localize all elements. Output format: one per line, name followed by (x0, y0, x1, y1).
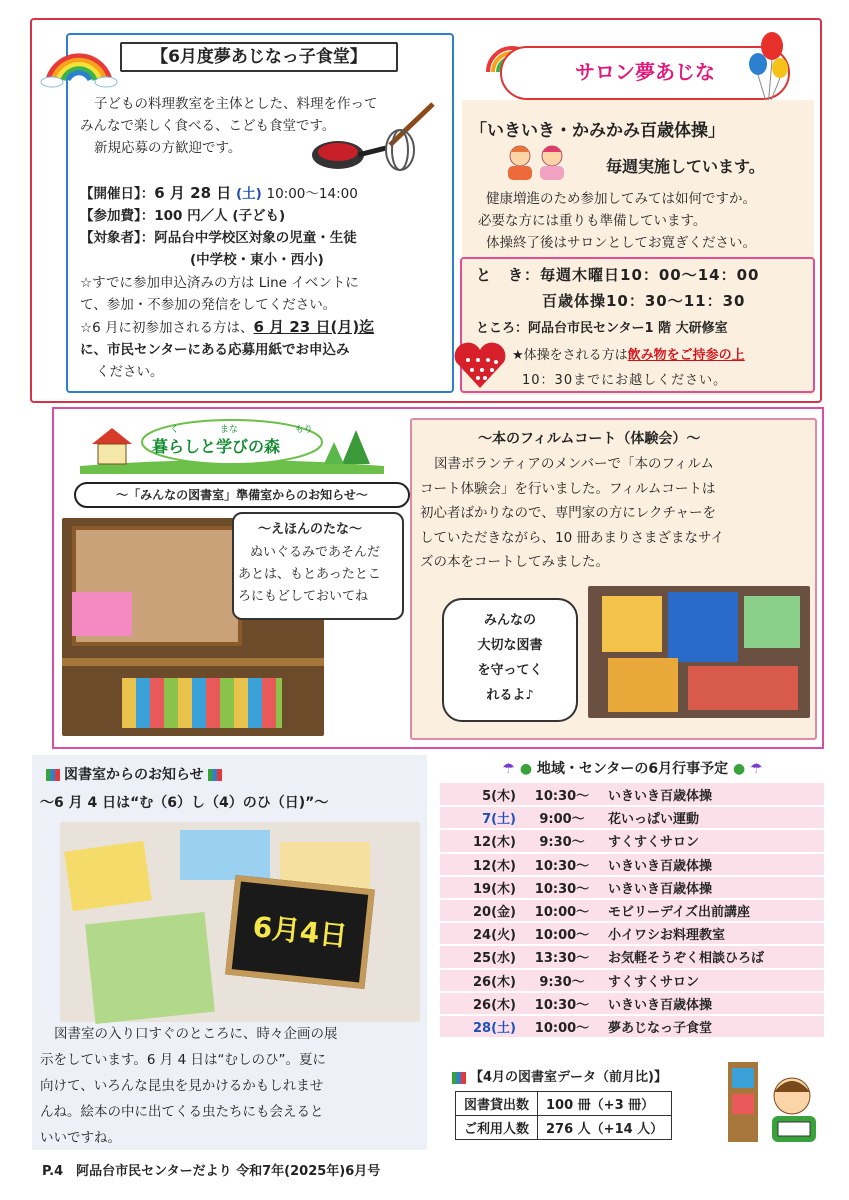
salon-time: と き：毎週木曜日10：00～14：00 (476, 266, 760, 284)
salon-exercise-time: 百歳体操10：30～11：30 (542, 292, 746, 310)
salon-header: サロン夢あじな (500, 46, 790, 100)
bubble-line: れるよ♪ (486, 688, 534, 703)
bubble-line: を守ってく (477, 663, 543, 678)
note2-c: に、市民センターにある応募用紙でお申込み (80, 342, 350, 358)
child-reading-illustration (726, 1058, 830, 1148)
table-row (440, 829, 824, 852)
books-row (122, 678, 282, 728)
note2-d: ください。 (96, 364, 164, 380)
intro-line: 子どもの料理教室を主体とした、料理を作って (94, 96, 378, 112)
salon-notice (512, 344, 745, 363)
film-line: コート体験会」を行いました。フィルムコートは (420, 480, 716, 497)
salon-place: ところ：阿品台市民センター1 階 大研修室 (476, 321, 728, 336)
heart-icon (452, 340, 508, 390)
book-cover (85, 912, 215, 1024)
data-value: 276 人（+14 人） (538, 1116, 672, 1140)
date-label: 【開催日】： (80, 186, 155, 202)
schedule-date: 26(木) (440, 969, 522, 992)
schedule-title: 地域・センターの6月行事予定 (536, 761, 729, 777)
book-cover (688, 666, 798, 710)
forest-title: 暮らしと学びの森 (152, 437, 281, 456)
note2-deadline: 6 月 23 日(月)迄 (253, 318, 375, 336)
schedule-time: 10:30～ (522, 783, 602, 806)
note2-a: ☆6 月に初参加される方は、 (80, 320, 254, 336)
frog-icon: ● (519, 761, 533, 777)
film-bubble-text (442, 608, 578, 708)
schedule-date: 7(土) (440, 806, 522, 829)
library-notice-body (40, 1021, 420, 1151)
notice-line: 示をしています。6 月 4 日は“むしのひ”。夏に (40, 1052, 326, 1068)
fee-value: 100 円／人 (子ども) (154, 208, 286, 224)
book-cover (744, 596, 800, 648)
table-row (456, 1116, 672, 1140)
schedule-date: 28(土) (440, 1015, 522, 1038)
salon-body-line: 健康増進のため参加してみては如何ですか。 (486, 191, 756, 207)
umbrella-icon: ☂ (502, 761, 515, 777)
notice-line: 向けて、いろんな昆虫を見かけるかもしれませ (40, 1078, 324, 1094)
target-sub: (中学校・東小・西小) (190, 252, 324, 268)
schedule-time: 9:30～ (522, 829, 602, 852)
table-row (440, 783, 824, 806)
schedule-event: すくすくサロン (602, 969, 824, 992)
bubble-line: 大切な図書 (477, 638, 543, 653)
schedule-event: いきいき百歳体操 (602, 992, 824, 1015)
people-icon (500, 140, 572, 180)
shelf-line: あとは、もとあったとこ (238, 567, 381, 582)
schedule-date: 20(金) (440, 899, 522, 922)
schedule-time: 10:00～ (522, 899, 602, 922)
library-data-title-row (452, 1066, 667, 1085)
ruby-3: もり (294, 425, 313, 435)
shelf-board (62, 658, 324, 666)
salon-body-line: 必要な方には重りも準備しています。 (478, 213, 707, 229)
schedule-time: 10:00～ (522, 1015, 602, 1038)
notice-line: んね。絵本の中に出てくる虫たちにも会えると (40, 1104, 324, 1120)
table-row (440, 806, 824, 829)
shelf-line: ろにもどしておいてね (238, 589, 369, 604)
salon-notice-a: ★体操をされる方は (512, 348, 628, 363)
schedule-date: 5(木) (440, 783, 522, 806)
library-data-table (455, 1091, 672, 1140)
fee-label: 【参加費】： (80, 208, 155, 224)
shelf-title: ～えほんのたな～ (258, 522, 363, 537)
date-day: (土) (235, 186, 262, 202)
schedule-table (440, 783, 824, 1039)
umbrella-icon: ☂ (750, 761, 763, 777)
schedule-time: 13:30～ (522, 945, 602, 968)
salon-notice-b: 飲み物をご持参の上 (627, 348, 745, 363)
film-body (420, 452, 812, 575)
schedule-time: 10:30～ (522, 853, 602, 876)
schedule-event: 花いっぱい運動 (602, 806, 824, 829)
note-line: ☆すでに参加申込済みの方は Line イベントに (80, 275, 359, 291)
schedule-time: 10:30～ (522, 992, 602, 1015)
book-cover (668, 592, 738, 662)
schedule-time: 9:30～ (522, 969, 602, 992)
rainbow-icon (40, 40, 118, 88)
library-data-title: 【4月の図書室データ（前月比)】 (470, 1070, 667, 1085)
film-line: 図書ボランティアのメンバーで「本のフィルム (434, 456, 714, 472)
june4-board: 6月4日 (225, 875, 375, 989)
schedule-time: 10:00～ (522, 922, 602, 945)
salon-notice-c: 10：30までにお越しください。 (522, 373, 728, 388)
coated-books-photo (588, 586, 810, 718)
film-line: 初心者ばかりなので、専門家の方にレクチャーを (420, 505, 717, 521)
table-row (456, 1092, 672, 1116)
book-cover (64, 841, 152, 912)
cafeteria-notes (80, 272, 450, 383)
table-row (440, 992, 824, 1015)
note-line: て、参加・不参加の発信をしてください。 (80, 297, 337, 313)
intro-line: 新規応募の方歓迎です。 (94, 140, 242, 156)
cooking-pan-icon (308, 100, 438, 178)
table-row (440, 1015, 824, 1038)
shelf-line: ぬいぐるみであそんだ (250, 545, 381, 560)
table-row (440, 899, 824, 922)
schedule-date: 19(木) (440, 876, 522, 899)
table-row (440, 922, 824, 945)
salon-weekly: 毎週実施しています。 (606, 157, 765, 176)
shelf-text (238, 542, 404, 608)
pink-paper (72, 592, 132, 636)
schedule-date: 24(火) (440, 922, 522, 945)
balloons-icon (742, 30, 792, 110)
bubble-line: みんなの (483, 613, 536, 628)
salon-body (478, 188, 808, 254)
schedule-event: お気軽そうぞく相談ひろば (602, 945, 824, 968)
film-line: していただきながら、10 冊あまりさまざまなサイ (420, 529, 725, 546)
footer: P.4 阿品台市民センターだより 令和7年(2025年)6月号 (42, 1164, 381, 1179)
salon-body-line: 体操終了後はサロンとしてお寛ぎください。 (486, 235, 756, 251)
books-icon (452, 1072, 466, 1084)
film-title: ～本のフィルムコート（体験会）～ (478, 431, 701, 447)
book-cover (180, 830, 270, 880)
kids-cafeteria-title: 【6月度夢あじなっ子食堂】 (120, 42, 398, 72)
insect-display-photo (60, 822, 420, 1022)
notice-line: 図書室の入り口すぐのところに、時々企画の展 (54, 1026, 338, 1042)
film-line: ズの本をコートしてみました。 (420, 554, 609, 570)
ruby-1: く (170, 425, 180, 435)
library-notice-title-row (46, 764, 226, 784)
schedule-event: すくすくサロン (602, 829, 824, 852)
target-value: 阿品台中学校区対象の児童・生徒 (154, 230, 357, 246)
schedule-event: 小イワシお料理教室 (602, 922, 824, 945)
salon-title: 「いきいき・かみかみ百歳体操」 (470, 121, 725, 141)
data-label: ご利用人数 (456, 1116, 538, 1140)
target-label: 【対象者】： (80, 230, 155, 246)
data-label: 図書貸出数 (456, 1092, 538, 1116)
library-prep-ribbon: ～「みんなの図書室」準備室からのお知らせ～ (74, 482, 410, 508)
schedule-header (440, 758, 825, 782)
books-icon (208, 769, 222, 781)
event-details (80, 182, 450, 271)
date-value: 6 月 28 日 (154, 184, 232, 202)
schedule-event: いきいき百歳体操 (602, 783, 824, 806)
schedule-date: 25(水) (440, 945, 522, 968)
table-row (440, 945, 824, 968)
date-time: 10:00～14:00 (266, 186, 358, 202)
schedule-date: 26(木) (440, 992, 522, 1015)
frog-icon: ● (732, 761, 746, 777)
ruby-2: まな (219, 425, 238, 435)
table-row (440, 969, 824, 992)
book-cover (608, 658, 678, 712)
data-value: 100 冊（+3 冊） (538, 1092, 672, 1116)
books-icon (46, 769, 60, 781)
library-notice-title: 図書室からのお知らせ (64, 767, 204, 783)
schedule-event: モビリーデイズ出前講座 (602, 899, 824, 922)
schedule-date: 12(木) (440, 829, 522, 852)
table-row (440, 853, 824, 876)
schedule-time: 9:00～ (522, 806, 602, 829)
intro-line: みんなで楽しく食べる、こども食堂です。 (80, 118, 336, 134)
library-notice-subtitle: ～6 月 4 日は“む（6）し（4）のひ（日)”～ (40, 795, 329, 811)
notice-line: いいですね。 (40, 1130, 121, 1146)
schedule-event: いきいき百歳体操 (602, 876, 824, 899)
schedule-time: 10:30～ (522, 876, 602, 899)
schedule-event: 夢あじなっ子食堂 (602, 1015, 824, 1038)
book-cover (602, 596, 662, 652)
schedule-date: 12(木) (440, 853, 522, 876)
schedule-event: いきいき百歳体操 (602, 853, 824, 876)
table-row (440, 876, 824, 899)
